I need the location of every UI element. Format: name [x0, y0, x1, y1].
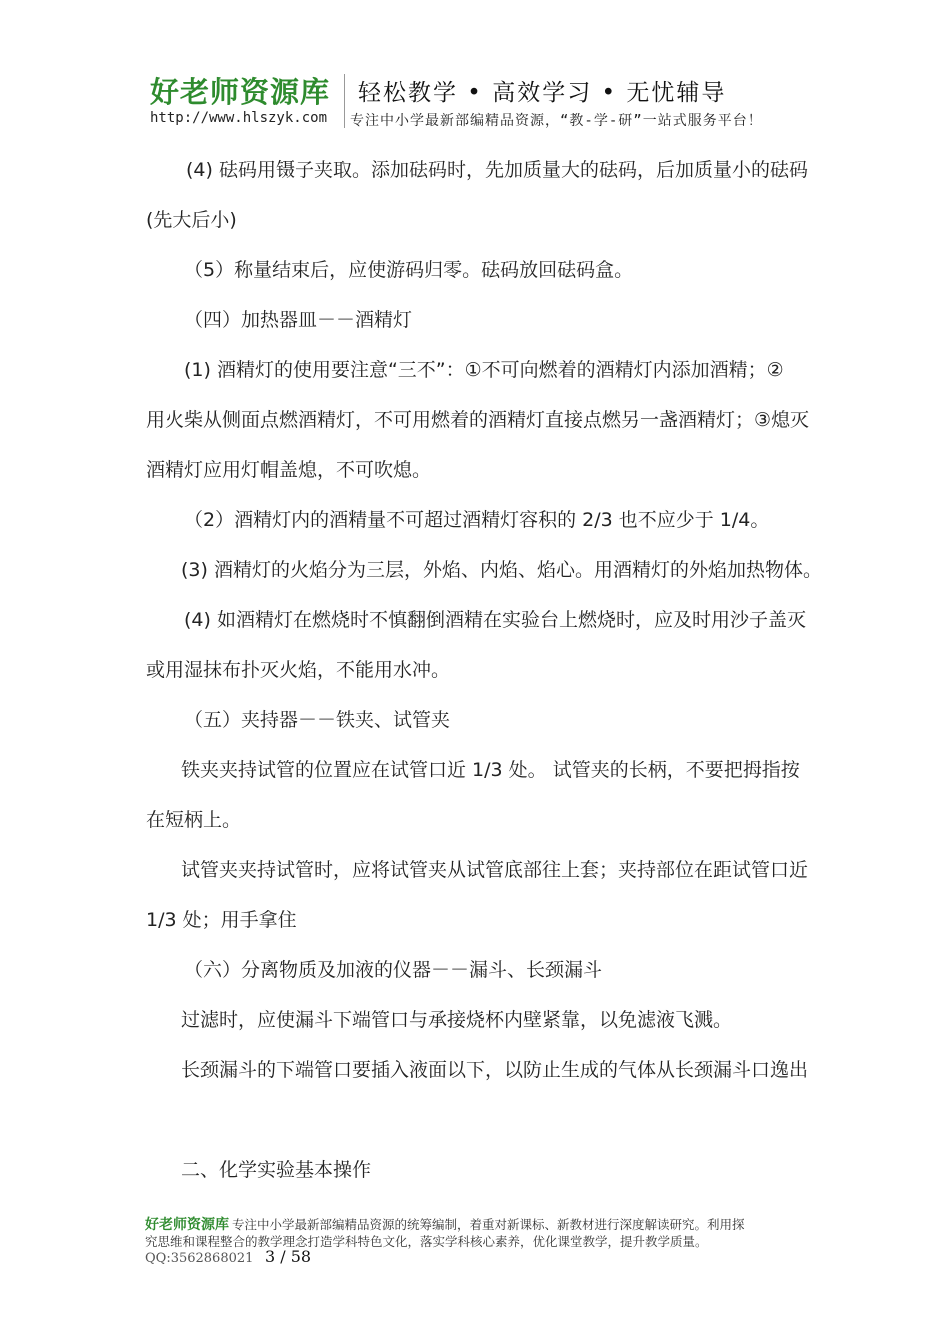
page-number: 3 / 58	[265, 1247, 312, 1266]
body-line: （5）称量结束后，应使游码归零。砝码放回砝码盒。	[184, 259, 634, 281]
body-line: 过滤时，应使漏斗下端管口与承接烧杯内壁紧靠，以免滤液飞溅。	[181, 1009, 733, 1031]
body-line: （2）酒精灯内的酒精量不可超过酒精灯容积的 2/3 也不应少于 1/4。	[184, 509, 770, 531]
body-line: (4) 砝码用镊子夹取。添加砝码时，先加质量大的砝码，后加质量小的砝码	[186, 159, 808, 181]
body-line: 酒精灯应用灯帽盖熄，不可吹熄。	[146, 459, 432, 481]
section-heading: （五）夹持器－－铁夹、试管夹	[184, 709, 451, 731]
body-line: 长颈漏斗的下端管口要插入液面以下，以防止生成的气体从长颈漏斗口逸出	[181, 1059, 809, 1081]
body-line: 1/3 处；用手拿住	[146, 909, 297, 931]
footer-description: 专注中小学最新部编精品资源的统筹编制，着重对新课标、新教材进行深度解读研究。利用探	[232, 1217, 745, 1232]
body-line: (1) 酒精灯的使用要注意“三不”：①不可向燃着的酒精灯内添加酒精；②	[184, 359, 784, 381]
body-line: (3) 酒精灯的火焰分为三层，外焰、内焰、焰心。用酒精灯的外焰加热物体。	[181, 559, 822, 581]
body-line: (先大后小)	[146, 209, 237, 231]
header-url[interactable]: http://www.hlszyk.com	[150, 110, 328, 126]
body-line: 铁夹夹持试管的位置应在试管口近 1/3 处。 试管夹的长柄，不要把拇指按	[181, 759, 800, 781]
body-line: 用火柴从侧面点燃酒精灯，不可用燃着的酒精灯直接点燃另一盏酒精灯；③熄灭	[146, 409, 810, 431]
header-separator	[344, 74, 345, 128]
body-line: 在短柄上。	[146, 809, 242, 831]
section-heading: （六）分离物质及加液的仪器－－漏斗、长颈漏斗	[184, 959, 603, 981]
header-slogan: 轻松教学 • 高效学习 • 无忧辅导	[358, 80, 727, 106]
section-heading: （四）加热器皿－－酒精灯	[184, 309, 413, 331]
footer-brand: 好老师资源库	[145, 1217, 229, 1233]
header-brand: 好老师资源库	[150, 75, 331, 109]
body-line: 或用湿抹布扑灭火焰，不能用水冲。	[146, 659, 451, 681]
footer-qq: QQ:3562868021	[145, 1251, 254, 1266]
footer-description-continued: 究思维和课程整合的教学理念打造学科特色文化，落实学科核心素养，优化课堂教学，提升教学质量。	[145, 1234, 708, 1249]
body-line: (4) 如酒精灯在燃烧时不慎翻倒酒精在实验台上燃烧时，应及时用沙子盖灭	[184, 609, 806, 631]
header-subtitle: 专注中小学最新部编精品资源，“教-学-研”一站式服务平台！	[350, 113, 763, 129]
body-line: 试管夹夹持试管时，应将试管夹从试管底部往上套；夹持部位在距试管口近	[181, 859, 809, 881]
chapter-heading: 二、化学实验基本操作	[181, 1159, 372, 1181]
